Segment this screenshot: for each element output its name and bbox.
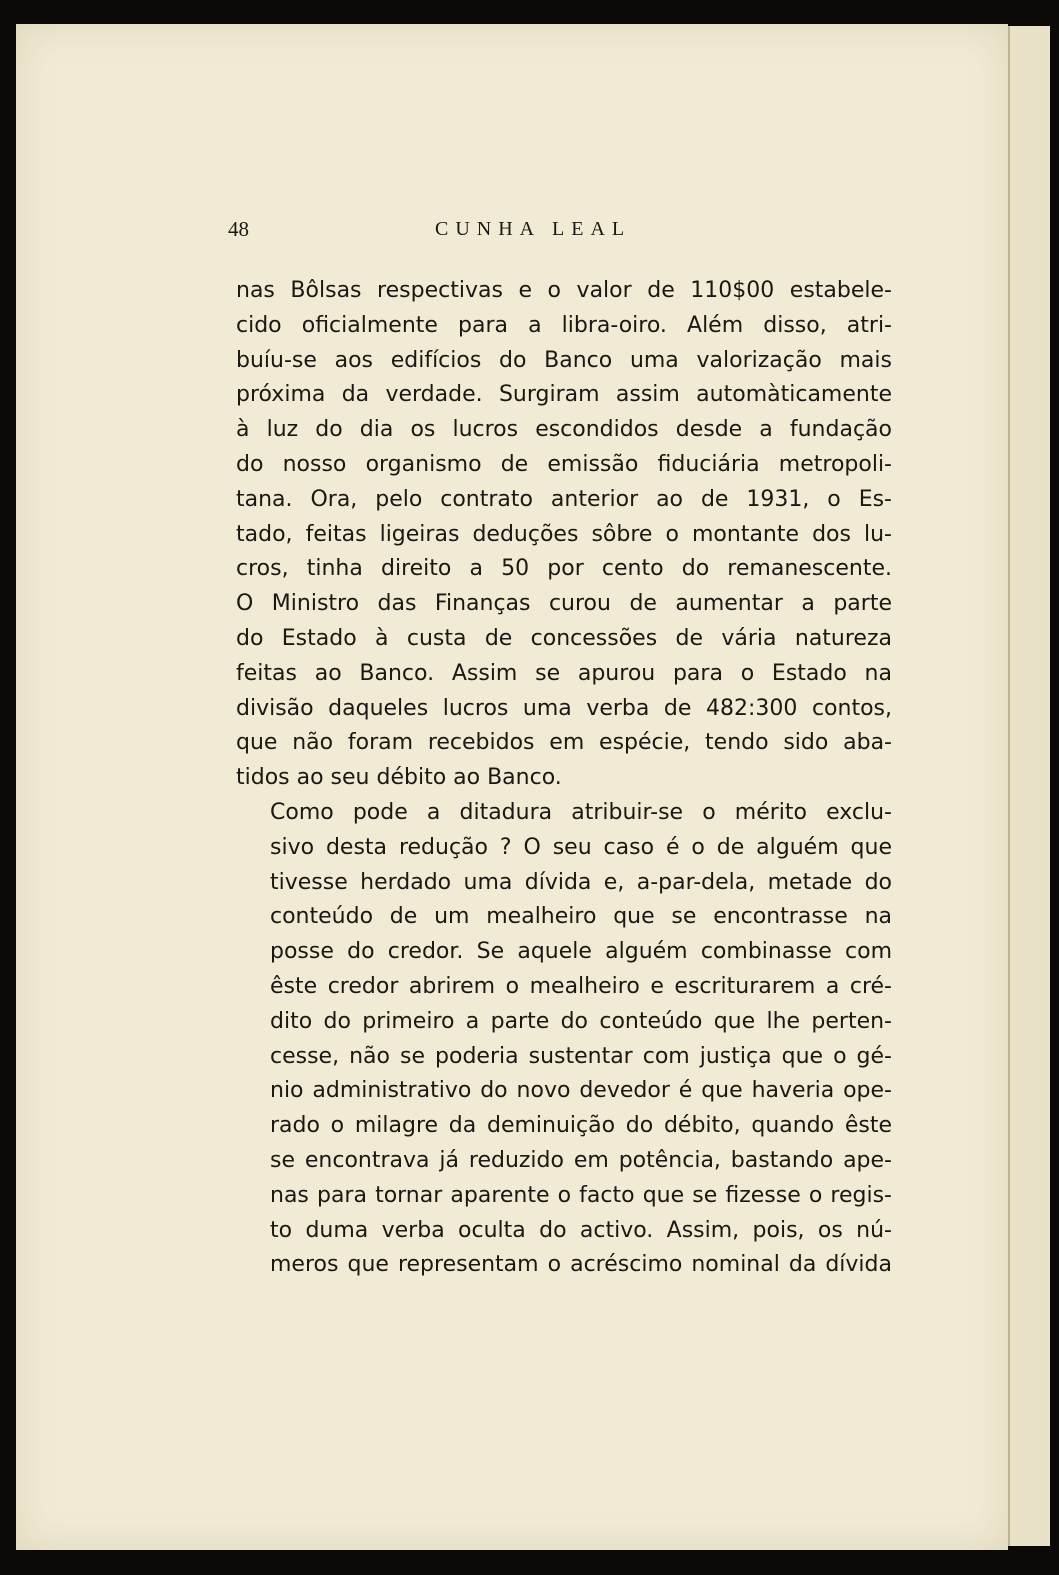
text-line: Como pode a ditadura atribuir-se o mérito exclu-	[270, 799, 892, 825]
paragraph-1	[236, 274, 892, 796]
text-line: do Estado à custa de concessões de vária natureza	[236, 625, 892, 651]
text-line: do nosso organismo de emissão fiduciária metropoli-	[236, 451, 892, 477]
text-line: nas Bôlsas respectivas e o valor de 110$00 estabele-	[236, 278, 892, 303]
scan-border	[1050, 0, 1059, 1575]
running-title: CUNHA LEAL	[435, 218, 632, 240]
text-line: to duma verba oculta do activo. Assim, pois, os nú-	[270, 1217, 892, 1243]
text-line: divisão daqueles lucros uma verba de 482:300 contos,	[236, 695, 892, 721]
text-line: tana. Ora, pelo contrato anterior ao de 1931, o Es-	[236, 486, 892, 512]
text-line: sivo desta redução ? O seu caso é o de alguém que	[270, 834, 892, 860]
text-line: buíu-se aos edifícios do Banco uma valorização mais	[236, 347, 892, 373]
text-line: dito do primeiro a parte do conteúdo que lhe perten-	[270, 1008, 892, 1034]
paragraph-2	[236, 796, 892, 1283]
text-line: nio administrativo do novo devedor é que haveria ope-	[270, 1078, 892, 1104]
text-line: cros, tinha direito a 50 por cento do remanescente.	[236, 556, 892, 582]
text-line: rado o milagre da deminuição do débito, quando êste	[270, 1113, 892, 1139]
text-line: feitas ao Banco. Assim se apurou para o Estado na	[236, 660, 892, 686]
body-text	[236, 274, 892, 1283]
page-number: 48	[228, 217, 249, 241]
page-header	[228, 214, 888, 246]
text-line: posse do credor. Se aquele alguém combinasse com	[270, 939, 892, 965]
text-line: êste credor abrirem o mealheiro e escriturarem a cré-	[270, 973, 892, 999]
text-line: se encontrava já reduzido em potência, bastando ape-	[270, 1147, 892, 1173]
text-line: meros que representam o acréscimo nominal da dívida	[270, 1252, 892, 1278]
text-line: O Ministro das Finanças curou de aumentar a parte	[236, 591, 892, 617]
text-line: que não foram recebidos em espécie, tendo sido aba-	[236, 730, 892, 756]
next-page-edge	[1008, 26, 1056, 1546]
text-line: conteúdo de um mealheiro que se encontrasse na	[270, 904, 892, 930]
text-line: cido oficialmente para a libra-oiro. Além disso, atri-	[236, 312, 892, 338]
text-line: tivesse herdado uma dívida e, a-par-dela, metade do	[270, 869, 892, 895]
text-line: tidos ao seu débito ao Banco.	[236, 765, 562, 791]
text-line: à luz do dia os lucros escondidos desde a fundação	[236, 417, 892, 443]
text-line: nas para tornar aparente o facto que se fizesse o regis-	[270, 1182, 892, 1208]
text-line: cesse, não se poderia sustentar com justiça que o gé-	[270, 1043, 892, 1069]
text-line: tado, feitas ligeiras deduções sôbre o montante dos lu-	[236, 521, 892, 547]
text-line: próxima da verdade. Surgiram assim automàticamente	[236, 382, 892, 408]
